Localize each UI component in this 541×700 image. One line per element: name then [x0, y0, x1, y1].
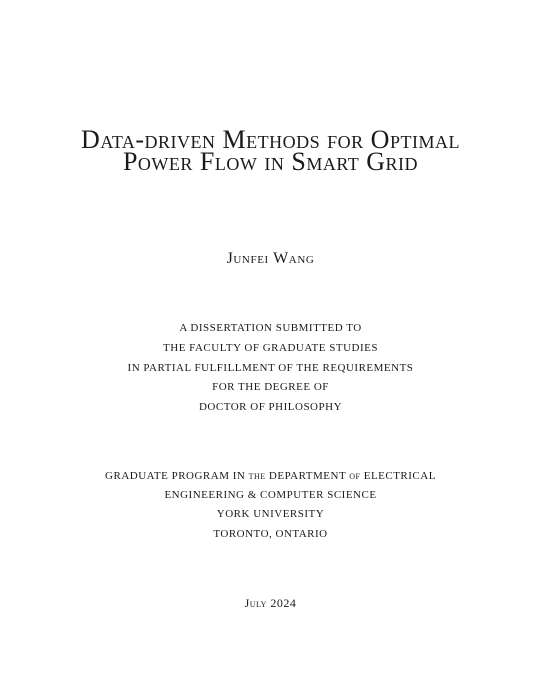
- submission-line-2: THE FACULTY OF GRADUATE STUDIES: [163, 342, 378, 354]
- university-location: TORONTO, ONTARIO: [213, 528, 328, 540]
- program-line-2: ENGINEERING & COMPUTER SCIENCE: [164, 489, 377, 501]
- program-line-1-the: the: [248, 468, 266, 482]
- thesis-title-line-2: Power Flow in Smart Grid: [122, 147, 419, 176]
- program-line-1: [0, 468, 541, 483]
- program-line-1-end: ELECTRICAL: [360, 470, 436, 482]
- program-line-1-mid: DEPARTMENT: [265, 470, 350, 482]
- author-name: Junfei Wang: [226, 250, 315, 267]
- submission-line-1: A DISSERTATION SUBMITTED TO: [179, 322, 362, 334]
- submission-line-5: DOCTOR OF PHILOSOPHY: [198, 401, 343, 413]
- university-name: YORK UNIVERSITY: [216, 508, 325, 520]
- thesis-title-line-1: Data-driven Methods for Optimal: [81, 125, 460, 154]
- submission-line-4: FOR THE DEGREE OF: [212, 381, 329, 393]
- submission-line-3: IN PARTIAL FULFILLMENT OF THE REQUIREMENTS: [127, 362, 414, 374]
- program-line-1-start: GRADUATE PROGRAM IN: [105, 470, 249, 482]
- program-line-1-of: of: [349, 468, 361, 482]
- submission-date: July 2024: [244, 596, 297, 610]
